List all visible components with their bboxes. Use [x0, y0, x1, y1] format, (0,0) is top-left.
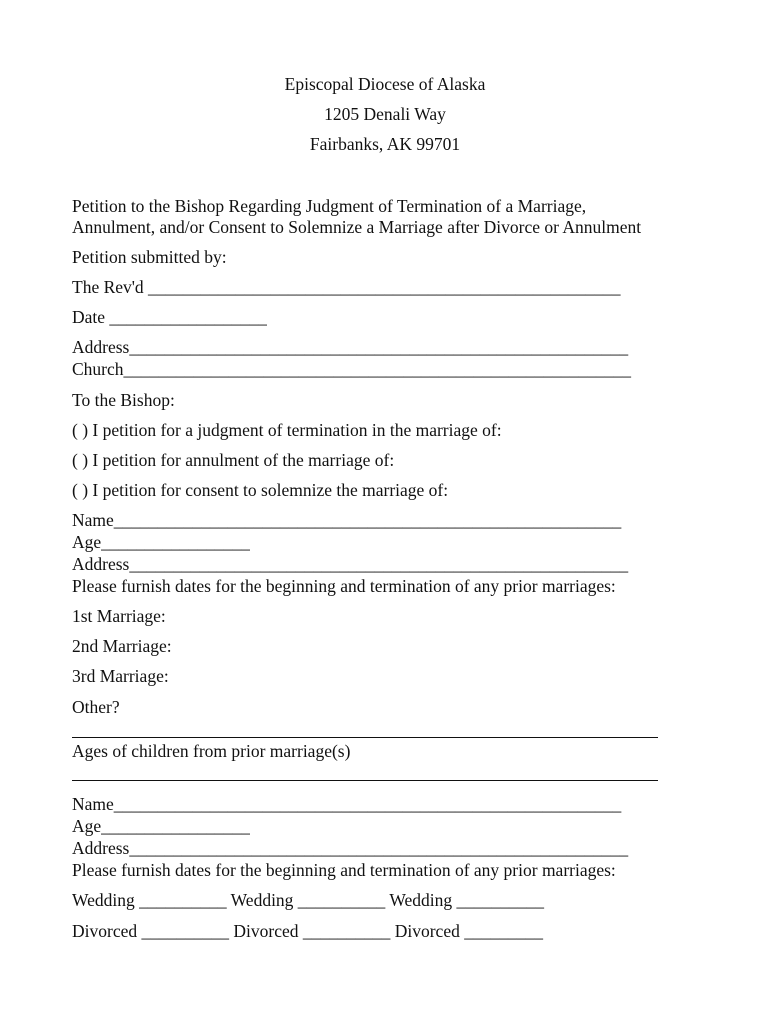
children-ages-label: Ages of children from prior marriage(s) [72, 741, 351, 761]
city-state-zip: Fairbanks, AK 99701 [309, 134, 461, 154]
person1-name-field[interactable]: Name__________________________________________________________ [72, 510, 622, 530]
petition-title-line-2: Annulment, and/or Consent to Solemnize a Marriage after Divorce or Annulment [72, 217, 642, 237]
to-bishop-label: To the Bishop: [72, 390, 175, 410]
date-field[interactable]: Date __________________ [72, 307, 267, 327]
submitted-by-label: Petition submitted by: [72, 247, 227, 267]
person2-dates-prompt: Please furnish dates for the beginning and termination of any prior marriages: [72, 860, 616, 880]
children-ages-input-line[interactable] [72, 780, 658, 781]
org-name: Episcopal Diocese of Alaska [284, 74, 486, 94]
option-termination[interactable]: ( ) I petition for a judgment of termination in the marriage of: [72, 420, 502, 440]
street-address: 1205 Denali Way [324, 104, 446, 124]
other-input-line[interactable] [72, 737, 658, 738]
church-field[interactable]: Church__________________________________________________________ [72, 359, 632, 379]
second-marriage-label: 2nd Marriage: [72, 636, 172, 656]
person1-address-field[interactable]: Address_________________________________________________________ [72, 554, 629, 574]
person2-address-field[interactable]: Address_________________________________________________________ [72, 838, 629, 858]
address-field[interactable]: Address_________________________________________________________ [72, 337, 629, 357]
person1-age-field[interactable]: Age_________________ [72, 532, 250, 552]
option-annulment[interactable]: ( ) I petition for annulment of the marriage of: [72, 450, 395, 470]
petition-title-line-1: Petition to the Bishop Regarding Judgment of Termination of a Marriage, [72, 196, 587, 216]
third-marriage-label: 3rd Marriage: [72, 666, 169, 686]
person2-age-field[interactable]: Age_________________ [72, 816, 250, 836]
revd-field[interactable]: The Rev'd ______________________________________________________ [72, 277, 621, 297]
person2-name-field[interactable]: Name__________________________________________________________ [72, 794, 622, 814]
other-label: Other? [72, 697, 120, 717]
divorced-row[interactable]: Divorced __________ Divorced __________ Divorced _________ [72, 921, 543, 941]
first-marriage-label: 1st Marriage: [72, 606, 166, 626]
person1-dates-prompt: Please furnish dates for the beginning and termination of any prior marriages: [72, 576, 616, 596]
wedding-row[interactable]: Wedding __________ Wedding __________ Wedding __________ [72, 890, 544, 910]
option-consent[interactable]: ( ) I petition for consent to solemnize the marriage of: [72, 480, 449, 500]
